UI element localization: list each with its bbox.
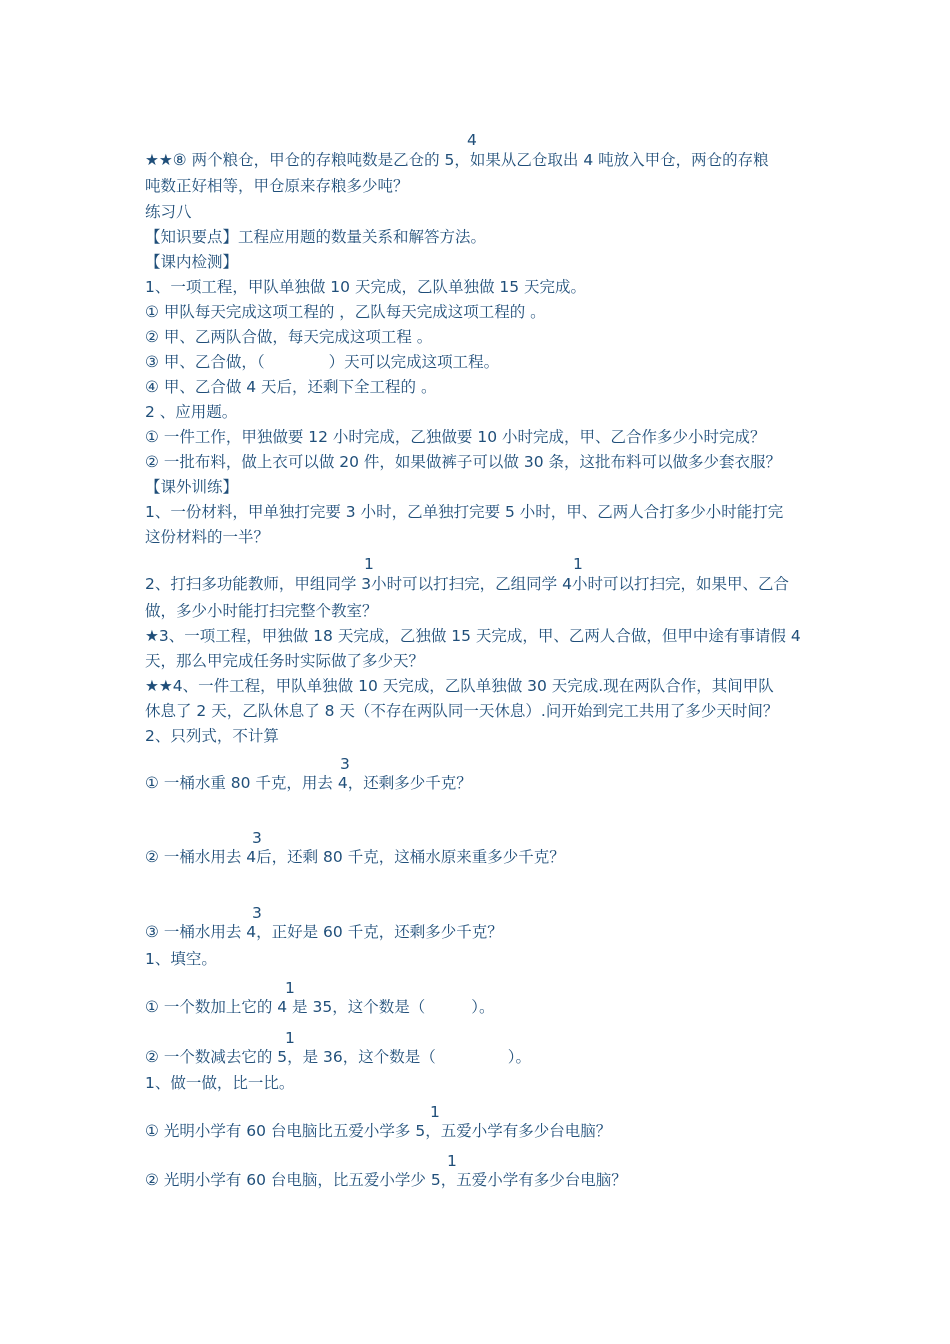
section-title: 练习八 [145, 203, 192, 221]
question-stem: 2 、应用题。 [145, 403, 238, 421]
fraction-numerator: 1 [573, 555, 583, 573]
fill-prefix: ② 一个数减去它的 5，是 36，这个数是（ [145, 1048, 436, 1066]
fill-question [145, 1047, 531, 1067]
compare-heading: 1、做一做，比一比。 [145, 1074, 295, 1092]
exercise-line: ★★4、一件工程，甲队单独做 10 天完成，乙队单独做 30 天完成.现在两队合作，其间甲队 [145, 677, 774, 695]
compare-question: ② 光明小学有 60 台电脑，比五爱小学少 5，五爱小学有多少台电脑？ [145, 1171, 627, 1189]
fraction-numerator: 3 [252, 904, 262, 922]
fraction-numerator: 3 [340, 755, 350, 773]
sub-question: ① 甲队每天完成这项工程的 ，乙队每天完成这项工程的 。 [145, 303, 546, 321]
problem-line: 吨数正好相等，甲仓原来存粮多少吨？ [145, 177, 409, 195]
fill-prefix: ① 一个数加上它的 4 是 35，这个数是（ [145, 998, 426, 1016]
formula-heading: 2、只列式，不计算 [145, 727, 279, 745]
exercise-line: ★3、一项工程，甲独做 18 天完成，乙独做 15 天完成，甲、乙两人合做，但甲中途有事请假 4 [145, 627, 801, 645]
exercise-line: 做，多少小时能打扫完整个教室？ [145, 602, 378, 620]
fraction-numerator: 1 [285, 1029, 295, 1047]
fraction-numerator: 1 [430, 1103, 440, 1121]
sub-question: ② 一批布料，做上衣可以做 20 件，如果做裤子可以做 30 条，这批布料可以做多少套衣服？ [145, 453, 781, 471]
fraction-numerator: 1 [285, 979, 295, 997]
question-stem: 1、一项工程，甲队单独做 10 天完成，乙队单独做 15 天完成。 [145, 278, 587, 296]
problem-line: ★★⑧ 两个粮仓，甲仓的存粮吨数是乙仓的 5，如果从乙仓取出 4 吨放入甲仓，两仓的存粮 [145, 151, 769, 169]
sub-question: ④ 甲、乙合做 4 天后，还剩下全工程的 。 [145, 378, 437, 396]
formula-question: ③ 一桶水用去 4，正好是 60 千克，还剩多少千克？ [145, 923, 503, 941]
compare-question: ① 光明小学有 60 台电脑比五爱小学多 5，五爱小学有多少台电脑？ [145, 1122, 612, 1140]
fraction-numerator: 4 [467, 131, 477, 149]
exercise-line: 2、打扫多功能教师，甲组同学 3小时可以打扫完，乙组同学 4小时可以打扫完，如果甲、乙合 [145, 575, 789, 593]
fill-question [145, 997, 494, 1017]
exercise-line: 这份材料的一半？ [145, 528, 270, 546]
fill-suffix: ）。 [471, 998, 495, 1016]
knowledge-point: 【知识要点】工程应用题的数量关系和解答方法。 [145, 228, 487, 246]
fill-heading: 1、填空。 [145, 950, 217, 968]
sub-question [145, 352, 499, 372]
class-test-heading: 【课内检测】 [145, 253, 239, 271]
exercise-line: 1、一份材料，甲单独打完要 3 小时，乙单独打完要 5 小时，甲、乙两人合打多少小时能打完 [145, 503, 784, 521]
sub-question: ② 甲、乙两队合做，每天完成这项工程 。 [145, 328, 433, 346]
fill-suffix: ）。 [507, 1048, 532, 1066]
fraction-numerator: 1 [364, 555, 374, 573]
sub-question-suffix: ）天可以完成这项工程。 [328, 353, 500, 371]
outside-heading: 【课外训练】 [145, 478, 239, 496]
formula-question: ② 一桶水用去 4后，还剩 80 千克，这桶水原来重多少千克？ [145, 848, 565, 866]
formula-question: ① 一桶水重 80 千克，用去 4，还剩多少千克？ [145, 774, 472, 792]
fraction-numerator: 1 [447, 1152, 457, 1170]
sub-question-prefix: ③ 甲、乙合做，（ [145, 353, 265, 371]
exercise-line: 休息了 2 天，乙队休息了 8 天（不存在两队同一天休息）.问开始到完工共用了多少天时间？ [145, 702, 779, 720]
exercise-line: 天，那么甲完成任务时实际做了多少天？ [145, 652, 425, 670]
sub-question: ① 一件工作，甲独做要 12 小时完成，乙独做要 10 小时完成，甲、乙合作多少小时完成？ [145, 428, 766, 446]
fraction-numerator: 3 [252, 829, 262, 847]
